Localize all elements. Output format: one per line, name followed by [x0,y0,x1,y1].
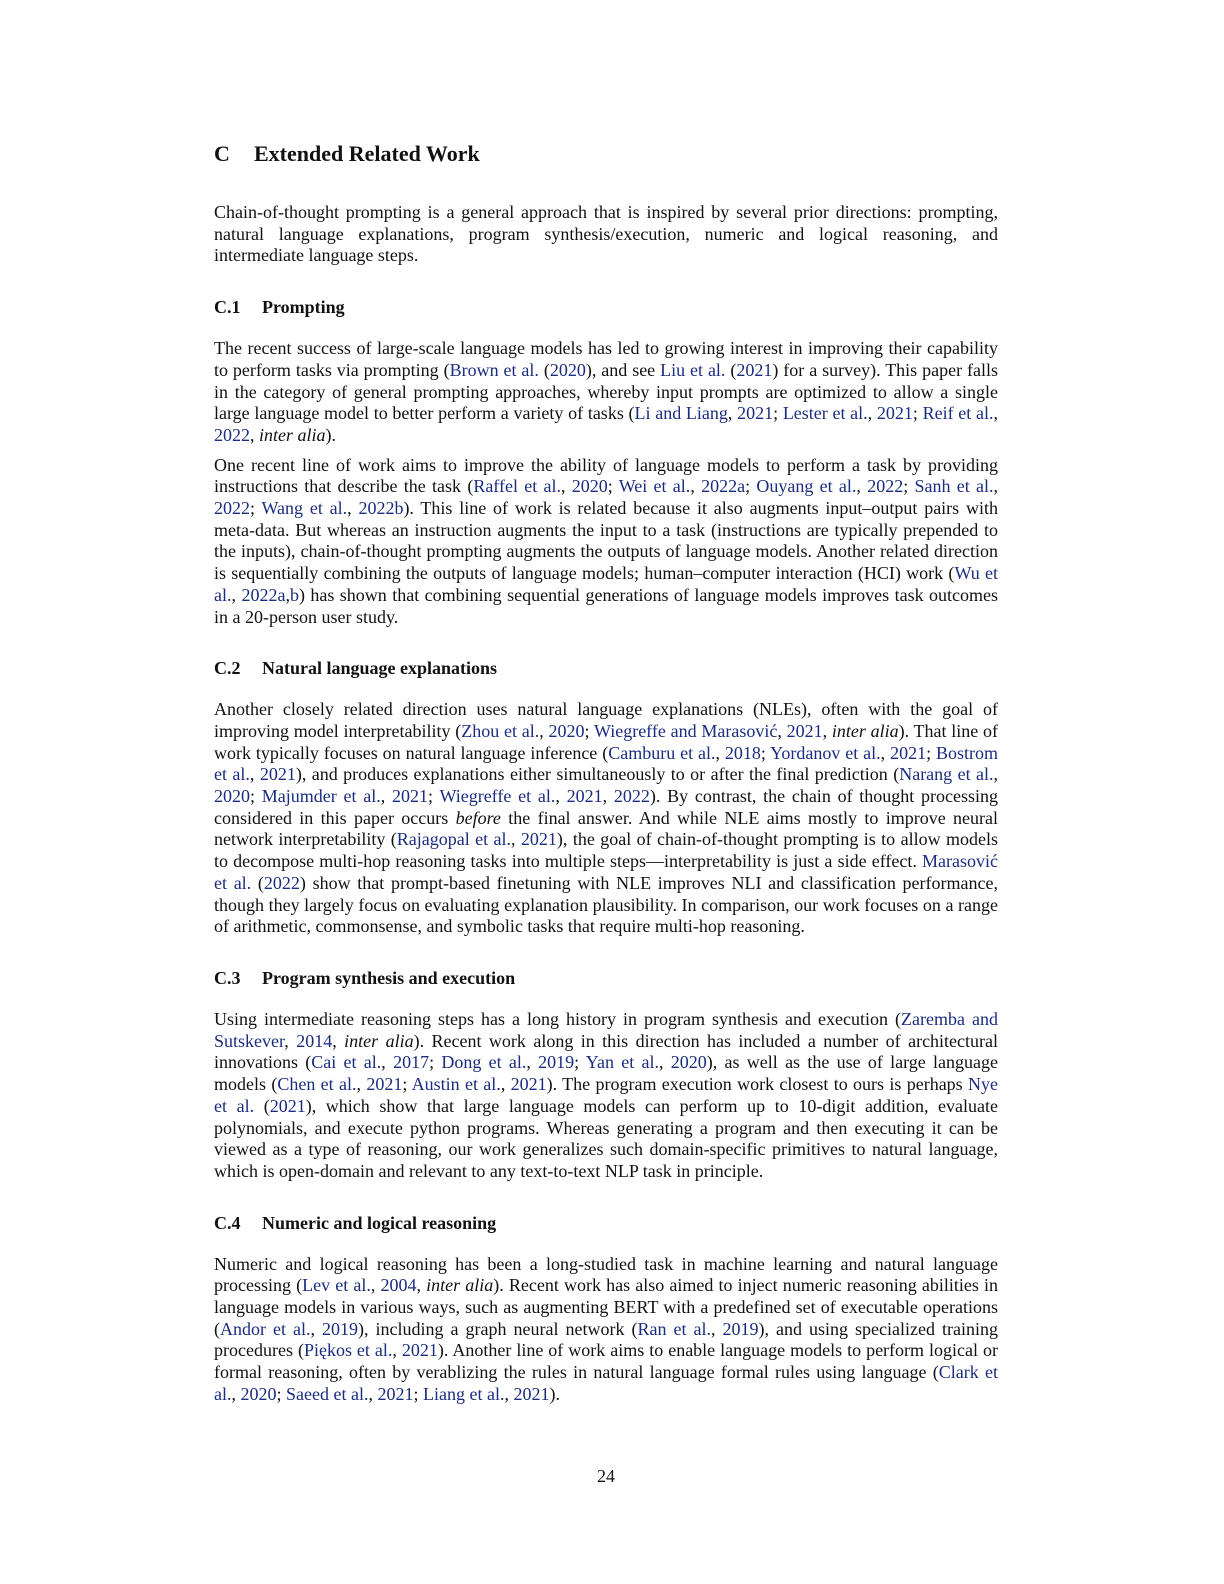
section-heading [214,140,998,168]
citation-link[interactable]: Andor et al. [220,1318,311,1339]
italic-text: inter alia [344,1030,414,1051]
citation-link[interactable]: Wu et al. [214,563,998,605]
italic-text: inter alia [426,1275,494,1296]
italic-text: inter alia [259,424,326,445]
paragraph: The recent success of large-scale language models has led to growing interest in improving their capability to perform tasks via prompting (Brown et al. (2020), and see Liu et al. (2021) for a survey). This paper falls in the category of general prompting approaches, whereby input prompts are optimized to allow a single large language model to better perform a variety of tasks (Li and Liang, 2021; Lester et al., 2021; Reif et al., 2022, inter alia). [214,338,999,445]
citation-link[interactable]: Bostrom et al. [214,742,999,785]
citation-link[interactable]: 2020 [549,359,586,380]
citation-link[interactable]: 2021 [401,1340,438,1361]
citation-link[interactable]: Wiegreffe et al. [439,786,556,807]
citation-link[interactable]: Raffel et al. [473,476,561,497]
citation-link[interactable]: 2021 [377,1383,414,1404]
citation-link[interactable]: Brown et al. [449,359,539,380]
citation-link[interactable]: Li and Liang [634,403,728,424]
citation-link[interactable]: Yan et al. [585,1052,659,1073]
paragraph: Numeric and logical reasoning has been a long-studied task in machine learning and natural language processing (Lev et al., 2004, inter alia). Recent work has also aimed to inject numeric reasoning abilities in language models in various ways, such as augmenting BERT with a predefined set of executable operations (Andor et al., 2019), including a graph neural network (Ran et al., 2019), and using specialized training procedures (Piękos et al., 2021). Another line of work aims to enable language models to perform logical or formal reasoning, often by verablizing the rules in natural language formal rules using language (Clark et al., 2020; Saeed et al., 2021; Liang et al., 2021). [214,1253,999,1404]
citation-link[interactable]: Rajagopal et al. [396,829,512,850]
citation-link[interactable]: Narang et al. [899,764,994,785]
citation-link[interactable]: Chen et al. [277,1074,357,1095]
citation-link[interactable]: Saeed et al. [286,1383,369,1404]
section-number: C [214,141,230,166]
citation-link[interactable]: 2022 [214,424,250,445]
citation-link[interactable]: 2021 [259,764,296,785]
paragraph: One recent line of work aims to improve the ability of language models to perform a task by providing instructions that describe the task (Raffel et al., 2020; Wei et al., 2022a; Ouyang et al., 2022; Sanh et al., 2022; Wang et al., 2022b). This line of work is related because it also augments input–output pairs with meta-data. But whereas an instruction augments the input to a task (instructions are typically prepended to the inputs), chain-of-thought prompting augments the outputs of language models. Another related direction is sequentially combining the outputs of language models; human–computer interaction (HCI) work (Wu et al., 2022a,b) has shown that combining sequential generations of language models improves task outcomes in a 20-person user study. [214,454,998,627]
citation-link[interactable]: 2021 [736,359,773,380]
citation-link[interactable]: 2021 [520,829,557,850]
subsection-heading-program-synthesis [214,966,998,990]
subsection-title: Prompting [262,297,345,318]
subsection-title: Natural language explanations [262,658,498,679]
citation-link[interactable]: 2021 [510,1074,547,1095]
citation-link[interactable]: 2022a [701,476,746,497]
citation-link[interactable]: Wei et al. [618,476,691,497]
citation-link[interactable]: Austin et al. [411,1074,501,1095]
paragraph: Another closely related direction uses natural language explanations (NLEs), often with the goal of improving model interpretability (Zhou et al., 2020; Wiegreffe and Marasović, 2021, inter alia). That line of work typically focuses on natural language inference (Camburu et al., 2018; Yordanov et al., 2021; Bostrom et al., 2021), and produces explanations either simultaneously to or after the final prediction (Narang et al., 2020; Majumder et al., 2021; Wiegreffe et al., 2021, 2022). By contrast, the chain of thought processing considered in this paper occurs before the final answer. And while NLE aims mostly to improve neural network interpretability (Rajagopal et al., 2021), the goal of chain-of-thought prompting is to allow models to decompose multi-hop reasoning tasks into multiple steps—interpretability is just a side effect. Marasović et al. (2022) show that prompt-based finetuning with NLE improves NLI and classification performance, though they largely focus on evaluating explanation plausibility. In comparison, our work focuses on a range of arithmetic, commonsense, and symbolic tasks that require multi-hop reasoning. [214,699,999,937]
intro-paragraph: Chain-of-thought prompting is a general approach that is inspired by several prior directions: prompting, natural language explanations, program synthesis/execution, numeric and logical reasoning, and intermediate language steps. [214,202,998,266]
citation-link[interactable]: Camburu et al. [608,742,716,763]
citation-link[interactable]: 2017 [393,1052,430,1073]
citation-link[interactable]: Cai et al. [311,1052,382,1073]
subsection-title: Program synthesis and execution [262,967,516,988]
citation-link[interactable]: 2019 [722,1318,759,1339]
subsection-number: C.4 [214,1212,241,1233]
citation-link[interactable]: Majumder et al. [261,786,381,807]
citation-link[interactable]: 2022 [613,786,650,807]
citation-link[interactable]: Lev et al. [302,1275,371,1296]
citation-link[interactable]: 2022b [358,498,404,519]
citation-link[interactable]: Nye et al. [214,1074,999,1116]
citation-link[interactable]: 2021 [876,403,913,424]
citation-link[interactable]: 2021 [786,720,823,741]
citation-link[interactable]: Sanh et al. [914,476,994,497]
citation-link[interactable]: Zaremba and Sutskever [214,1008,998,1051]
citation-link[interactable]: Marasović et al. [214,851,998,893]
citation-link[interactable]: 2022a [241,584,286,605]
citation-link[interactable]: 2019 [538,1052,575,1073]
subsection-number: C.3 [214,967,241,988]
page-number: 24 [597,1466,615,1486]
citation-link[interactable]: 2020 [548,720,585,741]
citation-link[interactable]: 2022 [214,498,250,519]
citation-link[interactable]: 2021 [890,742,927,763]
citation-link[interactable]: Dong et al. [441,1052,527,1073]
citation-link[interactable]: Reif et al. [922,403,994,424]
citation-link[interactable]: Clark et al. [214,1362,998,1404]
subsection-number: C.2 [214,658,241,679]
citation-link[interactable]: 2019 [322,1318,359,1339]
citation-link[interactable]: 2021 [513,1383,550,1404]
citation-link[interactable]: 2018 [724,742,761,763]
italic-text: inter alia [831,720,899,741]
citation-link[interactable]: Wang et al. [261,498,348,519]
subsection-heading-numeric-reasoning [214,1211,998,1235]
citation-link[interactable]: 2020 [571,476,608,497]
citation-link[interactable]: Lester et al. [782,403,868,424]
page-body [214,140,998,1414]
citation-link[interactable]: 2021 [566,786,603,807]
citation-link[interactable]: 2020 [240,1383,277,1404]
citation-link[interactable]: Ouyang et al. [756,476,857,497]
citation-link[interactable]: Ran et al. [637,1318,711,1339]
citation-link[interactable]: 2022 [263,872,300,893]
subsection-number: C.1 [214,297,241,318]
citation-link[interactable]: 2020 [214,786,250,807]
citation-link[interactable]: 2021 [737,403,774,424]
italic-text: before [455,807,501,828]
paragraph: Using intermediate reasoning steps has a long history in program synthesis and execution (Zaremba and Sutskever, 2014, inter alia). Recent work along in this direction has included a number of architectural innovations (Cai et al., 2017; Dong et al., 2019; Yan et al., 2020), as well as the use of large language models (Chen et al., 2021; Austin et al., 2021). The program execution work closest to ours is perhaps Nye et al. (2021), which show that large language models can perform up to 10-digit addition, evaluate polynomials, and execute python programs. Whereas generating a program and then executing it can be viewed as a type of reasoning, our work generalizes such domain-specific primitives to natural language, which is open-domain and relevant to any text-to-text NLP task in principle. [214,1008,999,1181]
section-title: Extended Related Work [254,141,480,166]
citation-link[interactable]: Liang et al. [423,1383,505,1404]
citation-link[interactable]: b [289,584,299,605]
citation-link[interactable]: 2021 [366,1074,403,1095]
citation-link[interactable]: 2014 [296,1030,333,1051]
citation-link[interactable]: 2004 [380,1275,417,1296]
citation-link[interactable]: Wiegreffe and Marasović [593,720,778,741]
citation-link[interactable]: Liu et al. [660,359,726,380]
citation-link[interactable]: Piękos et al. [303,1340,393,1361]
subsection-title: Numeric and logical reasoning [262,1212,497,1233]
citation-link[interactable]: Zhou et al. [461,720,540,741]
subsection-heading-prompting [214,295,998,319]
citation-link[interactable]: 2021 [269,1095,306,1116]
citation-link[interactable]: Yordanov et al. [770,742,881,763]
citation-link[interactable]: 2022 [867,476,904,497]
subsection-heading-nle [214,656,998,680]
citation-link[interactable]: 2020 [670,1052,707,1073]
citation-link[interactable]: 2021 [392,786,428,807]
